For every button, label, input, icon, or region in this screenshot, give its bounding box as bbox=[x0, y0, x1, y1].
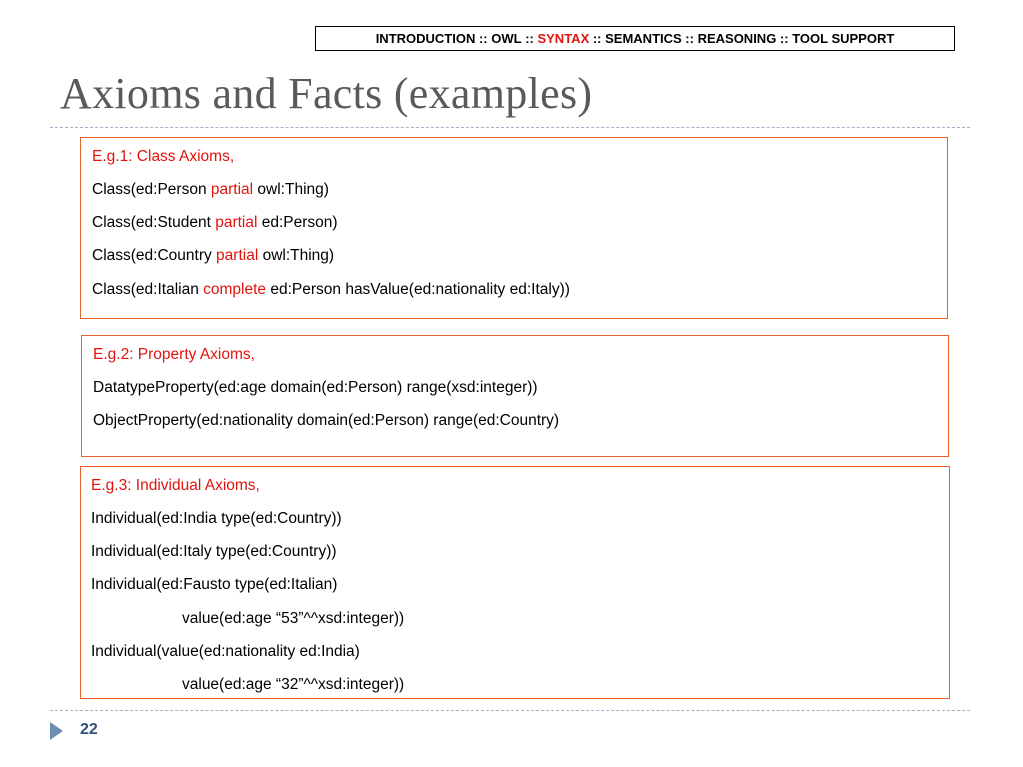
slide-title: Axioms and Facts (examples) bbox=[60, 69, 593, 118]
axiom-line: Individual(ed:India type(ed:Country)) bbox=[91, 510, 342, 527]
property-axioms-box bbox=[81, 335, 949, 457]
nav-separator: :: bbox=[776, 31, 793, 46]
individual-axioms-box bbox=[80, 466, 950, 699]
axiom-line-indented: value(ed:age “32”^^xsd:integer)) bbox=[182, 676, 405, 693]
nav-separator: :: bbox=[589, 31, 606, 46]
nav-item-reasoning: REASONING bbox=[697, 31, 777, 46]
axiom-line: Class(ed:Student partial ed:Person) bbox=[92, 214, 338, 231]
axiom-line: Class(ed:Person partial owl:Thing) bbox=[92, 181, 329, 198]
keyword: partial bbox=[216, 247, 259, 264]
axiom-line: DatatypeProperty(ed:age domain(ed:Person) range(xsd:integer)) bbox=[93, 379, 538, 396]
nav-separator: :: bbox=[475, 31, 492, 46]
nav-item-semantics: SEMANTICS bbox=[605, 31, 682, 46]
nav-separator: :: bbox=[521, 31, 538, 46]
axiom-line: Individual(ed:Fausto type(ed:Italian) bbox=[91, 576, 338, 593]
axiom-line: Individual(value(ed:nationality ed:India) bbox=[91, 643, 360, 660]
keyword: partial bbox=[215, 214, 258, 231]
axiom-line: Class(ed:Italian complete ed:Person hasValue(ed:nationality ed:Italy)) bbox=[92, 281, 570, 298]
box-heading: E.g.1: Class Axioms, bbox=[92, 148, 235, 165]
axiom-line: Individual(ed:Italy type(ed:Country)) bbox=[91, 543, 337, 560]
page-number: 22 bbox=[80, 721, 98, 738]
class-axioms-box bbox=[80, 137, 948, 319]
box-heading: E.g.3: Individual Axioms, bbox=[91, 477, 260, 494]
nav-item-syntax-active: SYNTAX bbox=[537, 31, 590, 46]
header-divider bbox=[50, 127, 970, 128]
axiom-line: ObjectProperty(ed:nationality domain(ed:Person) range(ed:Country) bbox=[93, 412, 560, 429]
axiom-line-indented: value(ed:age “53”^^xsd:integer)) bbox=[182, 610, 405, 627]
axiom-line: Class(ed:Country partial owl:Thing) bbox=[92, 247, 335, 264]
keyword: partial bbox=[210, 181, 254, 198]
nav-item-introduction: INTRODUCTION bbox=[375, 31, 476, 46]
triangle-right-icon bbox=[50, 722, 63, 740]
nav-item-tool-support: TOOL SUPPORT bbox=[792, 31, 895, 46]
nav-item-owl: OWL bbox=[491, 31, 522, 46]
breadcrumb-nav bbox=[315, 26, 955, 51]
nav-separator: :: bbox=[681, 31, 698, 46]
box-heading: E.g.2: Property Axioms, bbox=[93, 346, 255, 363]
footer-divider bbox=[50, 710, 970, 711]
keyword: complete bbox=[203, 281, 267, 298]
